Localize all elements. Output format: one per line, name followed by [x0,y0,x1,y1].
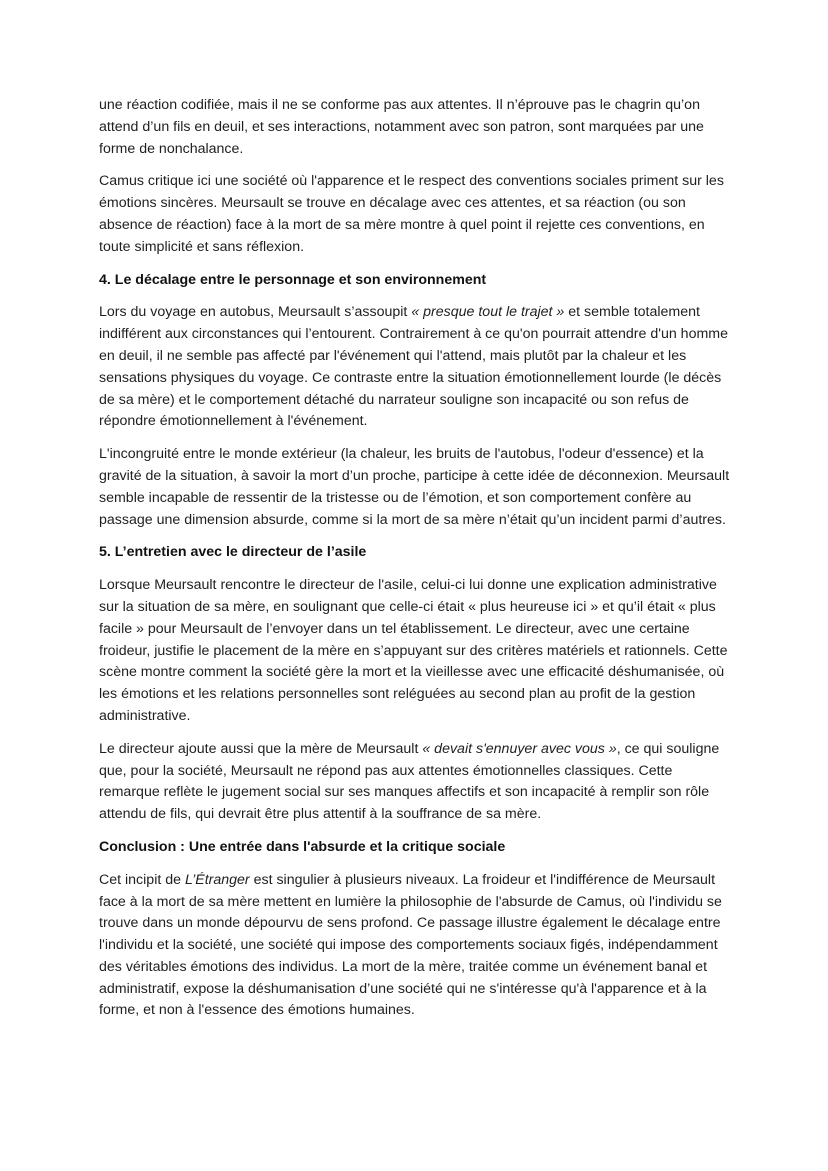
paragraph-conclusion [99,870,731,1023]
quote-italic: « presque tout le trajet » [411,304,565,321]
paragraph-director-meeting: Lorsque Meursault rencontre le directeur de l'asile, celui-ci lui donne une explication administrative sur la situation de sa mère, en soulignant que celle-ci était « plus heureuse ici » et qu’il était « plus facile » pour Meursault de l’envoyer dans un tel établissement. Le directeur, avec une certaine froideur, justifie le placement de la mère en s’appuyant sur des critères matériels et rationnels. Cette scène montre comment la société gère la mort et la vieillesse avec une efficacité déshumanisée, où les émotions et les relations personnelles sont reléguées au second plan au profit de la gestion administrative. [99,577,728,724]
book-title-italic: L’Étranger [184,871,250,888]
text-segment: Lors du voyage en autobus, Meursault s’assoupit [99,304,412,321]
paragraph-director-remark [99,739,731,826]
text-segment: est singulier à plusieurs niveaux. La froideur et l'indifférence de Meursault face à la mort de sa mère mettent en lumière la philosophie de l'absurde de Camus, où l'individu se trouve dans un monde dépourvu de sens profond. Ce passage illustre également le décalage entre l'individu et la société, une société qui impose des comportements sociaux figés, indépendamment des véritables émotions des individus. La mort de la mère, traitée comme un événement banal et administratif, expose la déshumanisation d’une société qui ne s'intéresse qu'à l'apparence et à la forme, et non à l'essence des émotions humaines. [99,871,722,1019]
quote-italic: « devait s'ennuyer avec vous » [422,740,617,757]
paragraph-incongruity: L'incongruité entre le monde extérieur (la chaleur, les bruits de l'autobus, l'odeur d'essence) et la gravité de la situation, à savoir la mort d’un proche, participe à cette idée de déconnexion. Meursault semble incapable de ressentir de la tristesse ou de l’émotion, et son comportement confère au passage une dimension absurde, comme si la mort de sa mère n’était qu’un incident parmi d’autres. [99,446,730,528]
section-heading-conclusion: Conclusion : Une entrée dans l'absurde et la critique sociale [99,838,506,855]
text-segment: Cet incipit de [99,871,185,888]
paragraph-bus-journey [99,302,731,433]
text-segment: , ce qui souligne que, pour la société, Meursault ne répond pas aux attentes émotionnelles classiques. Cette remarque reflète le jugement social sur ses manques affectifs et son incapacité à remplir son rôle attendu de fils, qui devrait être plus attentif à la souffrance de sa mère. [99,740,720,823]
section-heading-5: 5. L’entretien avec le directeur de l’asile [99,544,367,561]
text-segment: et semble totalement indifférent aux circonstances qui l’entourent. Contrairement à ce qu'on pourrait attendre d'un homme en deuil, il ne semble pas affecté par l'événement qui l'attend, mais plutôt par la chaleur et les sensations physiques du voyage. Ce contraste entre la situation émotionnellement lourde (le décès de sa mère) et le comportement détaché du narrateur souligne son incapacité ou son refus de répondre émotionnellement à l'événement. [99,304,728,430]
paragraph-intro-continuation: une réaction codifiée, mais il ne se conforme pas aux attentes. Il n’éprouve pas le chagrin qu’on attend d’un fils en deuil, et ses interactions, notamment avec son patron, sont marquées par une forme de nonchalance. [99,97,704,157]
document-page [99,95,731,1033]
section-heading-4: 4. Le décalage entre le personnage et son environnement [99,271,487,288]
text-segment: Le directeur ajoute aussi que la mère de Meursault [99,740,423,757]
paragraph-camus-critique: Camus critique ici une société où l'apparence et le respect des conventions sociales priment sur les émotions sincères. Meursault se trouve en décalage avec ces attentes, et sa réaction (ou son absence de réaction) face à la mort de sa mère montre à quel point il rejette ces conventions, en toute simplicité et sans réflexion. [99,173,724,255]
